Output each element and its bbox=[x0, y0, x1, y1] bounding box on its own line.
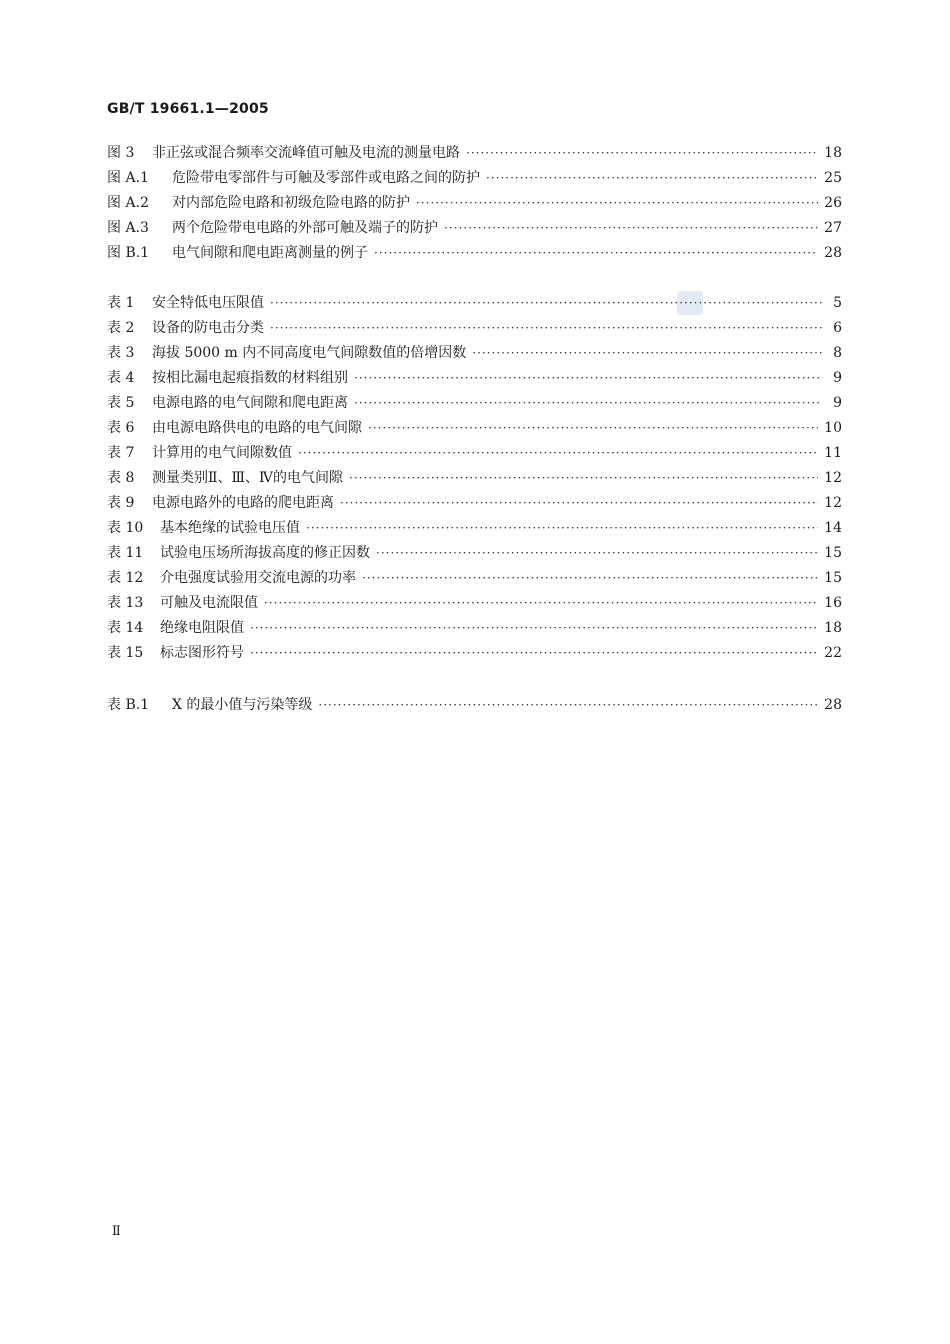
leader-dots bbox=[444, 221, 818, 235]
entry-page: 8 bbox=[833, 345, 842, 361]
entry-label: 图 3 bbox=[107, 145, 135, 161]
toc-entry[interactable] bbox=[107, 417, 842, 442]
toc-entry[interactable] bbox=[107, 517, 842, 542]
entry-label: 表 2 bbox=[107, 320, 135, 336]
entry-title: 对内部危险电路和初级危险电路的防护 bbox=[172, 195, 410, 211]
entry-title: 设备的防电击分类 bbox=[152, 320, 264, 336]
entry-page: 26 bbox=[824, 195, 842, 211]
toc-entry[interactable] bbox=[107, 567, 842, 592]
entry-label: 图 A.3 bbox=[107, 220, 149, 236]
entry-title: 海拔 5000 m 内不同高度电气间隙数值的倍增因数 bbox=[152, 345, 467, 361]
entry-label: 表 8 bbox=[107, 470, 135, 486]
document-id: GB/T 19661.1—2005 bbox=[107, 101, 269, 117]
entry-label: 表 9 bbox=[107, 495, 135, 511]
entry-page: 28 bbox=[824, 245, 842, 261]
entry-title: 危险带电零部件与可触及零部件或电路之间的防护 bbox=[172, 170, 480, 186]
leader-dots bbox=[306, 521, 818, 535]
entry-title: 计算用的电气间隙数值 bbox=[152, 445, 292, 461]
entry-page: 12 bbox=[824, 495, 842, 511]
entry-label: 表 15 bbox=[107, 645, 144, 661]
entry-title: 电源电路外的电路的爬电距离 bbox=[152, 495, 334, 511]
entry-label: 图 A.2 bbox=[107, 195, 149, 211]
toc-entry[interactable] bbox=[107, 642, 842, 667]
entry-page: 15 bbox=[824, 570, 842, 586]
toc-entry[interactable] bbox=[107, 242, 842, 267]
entry-title: 绝缘电阻限值 bbox=[160, 620, 244, 636]
toc-entry[interactable] bbox=[107, 192, 842, 217]
toc-entry[interactable] bbox=[107, 392, 842, 417]
leader-dots bbox=[354, 371, 822, 385]
entry-page: 22 bbox=[824, 645, 842, 661]
entry-page: 28 bbox=[824, 697, 842, 713]
leader-dots bbox=[466, 146, 818, 160]
entry-page: 25 bbox=[824, 170, 842, 186]
entry-title: 安全特低电压限值 bbox=[152, 295, 264, 311]
entry-title: X 的最小值与污染等级 bbox=[172, 697, 313, 713]
entry-label: 表 14 bbox=[107, 620, 144, 636]
entry-label: 表 B.1 bbox=[107, 697, 150, 713]
entry-label: 表 13 bbox=[107, 595, 144, 611]
entry-title: 非正弦或混合频率交流峰值可触及电流的测量电路 bbox=[152, 145, 460, 161]
leader-dots bbox=[354, 396, 822, 410]
entry-page: 18 bbox=[824, 620, 842, 636]
toc-entry[interactable] bbox=[107, 217, 842, 242]
entry-label: 表 4 bbox=[107, 370, 135, 386]
entry-label: 表 11 bbox=[107, 545, 144, 561]
leader-dots bbox=[416, 196, 818, 210]
leader-dots bbox=[374, 246, 818, 260]
entry-page: 14 bbox=[824, 520, 842, 536]
leader-dots bbox=[340, 496, 818, 510]
table-list bbox=[107, 292, 842, 667]
entry-page: 9 bbox=[833, 395, 842, 411]
leader-dots bbox=[298, 446, 818, 460]
entry-title: 测量类别Ⅱ、Ⅲ、Ⅳ的电气间隙 bbox=[152, 470, 344, 486]
entry-title: 试验电压场所海拔高度的修正因数 bbox=[160, 545, 370, 561]
entry-page: 11 bbox=[824, 445, 842, 461]
entry-label: 表 12 bbox=[107, 570, 144, 586]
leader-dots bbox=[270, 321, 822, 335]
toc-entry[interactable] bbox=[107, 142, 842, 167]
entry-label: 表 1 bbox=[107, 295, 135, 311]
entry-title: 基本绝缘的试验电压值 bbox=[160, 520, 300, 536]
toc-entry[interactable] bbox=[107, 367, 842, 392]
toc-entry[interactable] bbox=[107, 442, 842, 467]
entry-page: 6 bbox=[833, 320, 842, 336]
leader-dots bbox=[472, 346, 822, 360]
entry-title: 电气间隙和爬电距离测量的例子 bbox=[172, 245, 368, 261]
leader-dots bbox=[318, 698, 818, 712]
leader-dots bbox=[368, 421, 818, 435]
entry-label: 表 10 bbox=[107, 520, 144, 536]
entry-page: 12 bbox=[824, 470, 842, 486]
annex-table-list bbox=[107, 694, 842, 719]
toc-entry[interactable] bbox=[107, 317, 842, 342]
entry-label: 表 7 bbox=[107, 445, 135, 461]
entry-page: 9 bbox=[833, 370, 842, 386]
entry-page: 15 bbox=[824, 545, 842, 561]
entry-page: 18 bbox=[824, 145, 842, 161]
toc-entry[interactable] bbox=[107, 542, 842, 567]
entry-title: 两个危险带电电路的外部可触及端子的防护 bbox=[172, 220, 438, 236]
toc-entry[interactable] bbox=[107, 292, 842, 317]
leader-dots bbox=[250, 621, 818, 635]
entry-label: 图 B.1 bbox=[107, 245, 150, 261]
entry-title: 可触及电流限值 bbox=[160, 595, 258, 611]
toc-entry[interactable] bbox=[107, 467, 842, 492]
toc-entry[interactable] bbox=[107, 342, 842, 367]
toc-entry[interactable] bbox=[107, 492, 842, 517]
entry-title: 按相比漏电起痕指数的材料组别 bbox=[152, 370, 348, 386]
toc-entry[interactable] bbox=[107, 617, 842, 642]
entry-page: 5 bbox=[833, 295, 842, 311]
leader-dots bbox=[486, 171, 818, 185]
leader-dots bbox=[270, 296, 822, 310]
entry-page: 10 bbox=[824, 420, 842, 436]
leader-dots bbox=[376, 546, 818, 560]
entry-title: 电源电路的电气间隙和爬电距离 bbox=[152, 395, 348, 411]
leader-dots bbox=[349, 471, 818, 485]
entry-label: 表 6 bbox=[107, 420, 135, 436]
page-number: Ⅱ bbox=[112, 1224, 121, 1239]
entry-label: 表 5 bbox=[107, 395, 135, 411]
entry-page: 27 bbox=[824, 220, 842, 236]
entry-title: 标志图形符号 bbox=[160, 645, 244, 661]
entry-title: 介电强度试验用交流电源的功率 bbox=[160, 570, 356, 586]
leader-dots bbox=[250, 646, 818, 660]
entry-label: 图 A.1 bbox=[107, 170, 149, 186]
entry-page: 16 bbox=[824, 595, 842, 611]
entry-title: 由电源电路供电的电路的电气间隙 bbox=[152, 420, 362, 436]
toc-entry[interactable] bbox=[107, 694, 842, 719]
toc-entry[interactable] bbox=[107, 167, 842, 192]
entry-label: 表 3 bbox=[107, 345, 135, 361]
leader-dots bbox=[362, 571, 818, 585]
toc-entry[interactable] bbox=[107, 592, 842, 617]
leader-dots bbox=[264, 596, 818, 610]
figure-list bbox=[107, 142, 842, 267]
